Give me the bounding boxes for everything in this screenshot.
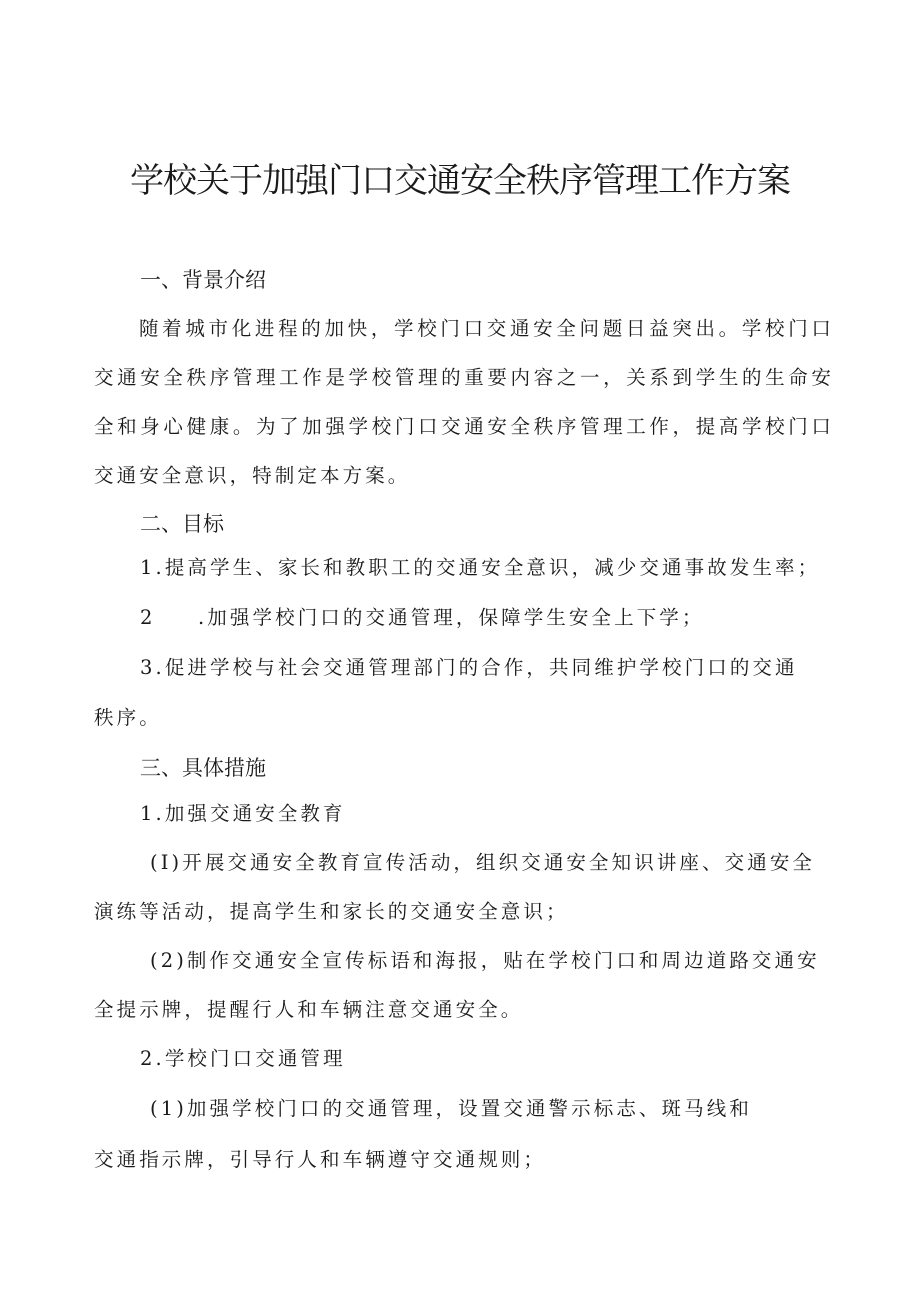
subsection-number: 1	[140, 802, 156, 825]
section-heading-background: 一、背景介绍	[140, 268, 266, 292]
goal-item-number: 1	[140, 556, 156, 579]
goal-item-3	[140, 654, 798, 682]
measure-point-3-line1: (1)加强学校门口的交通管理，设置交通警示标志、斑马线和	[150, 1097, 752, 1120]
goal-item-text: .促进学校与社会交通管理部门的合作，共同维护学校门口的交通	[155, 656, 798, 679]
measure-subsection-1-title	[140, 800, 346, 828]
measure-point-2-line2: 全提示牌，提醒行人和车辆注意交通安全。	[94, 998, 524, 1021]
measure-point-2-line1: (2)制作交通安全宣传标语和海报，贴在学校门口和周边道路交通安	[150, 949, 820, 972]
measure-subsection-2-title	[140, 1045, 346, 1073]
measure-point-1-line2: 演练等活动，提高学生和家长的交通安全意识；	[94, 900, 569, 923]
section-heading-measures: 三、具体措施	[140, 756, 266, 780]
goal-item-number: 3	[140, 656, 156, 679]
subsection-title: .学校门口交通管理	[155, 1047, 346, 1070]
goal-item-text: .加强学校门口的交通管理，保障学生安全上下学；	[198, 606, 705, 629]
subsection-number: 2	[140, 1047, 156, 1070]
background-paragraph: 随着城市化进程的加快，学校门口交通安全问题日益突出。学校门口交通安全秩序管理工作是学校管理的重要内容之一，关系到学生的生命安全和身心健康。为了加强学校门口交通安全秩序管理工作，提高学校门口交通安全意识，特制定本方案。	[94, 317, 834, 487]
goal-item-text: .提高学生、家长和教职工的交通安全意识，减少交通事故发生率；	[155, 556, 821, 579]
goal-item-3-continuation: 秩序。	[94, 706, 162, 729]
section-heading-goals: 二、目标	[140, 512, 224, 536]
goal-item-1	[140, 554, 820, 582]
document-title: 学校关于加强门口交通安全秩序管理工作方案	[130, 161, 790, 201]
subsection-title: .加强交通安全教育	[155, 802, 346, 825]
goal-item-2	[140, 604, 705, 632]
measure-point-1-line1: (I)开展交通安全教育宣传活动，组织交通安全知识讲座、交通安全	[150, 851, 816, 874]
goal-item-number: 2	[140, 606, 156, 629]
measure-point-3-line2: 交通指示牌，引导行人和车辆遵守交通规则；	[94, 1148, 547, 1171]
